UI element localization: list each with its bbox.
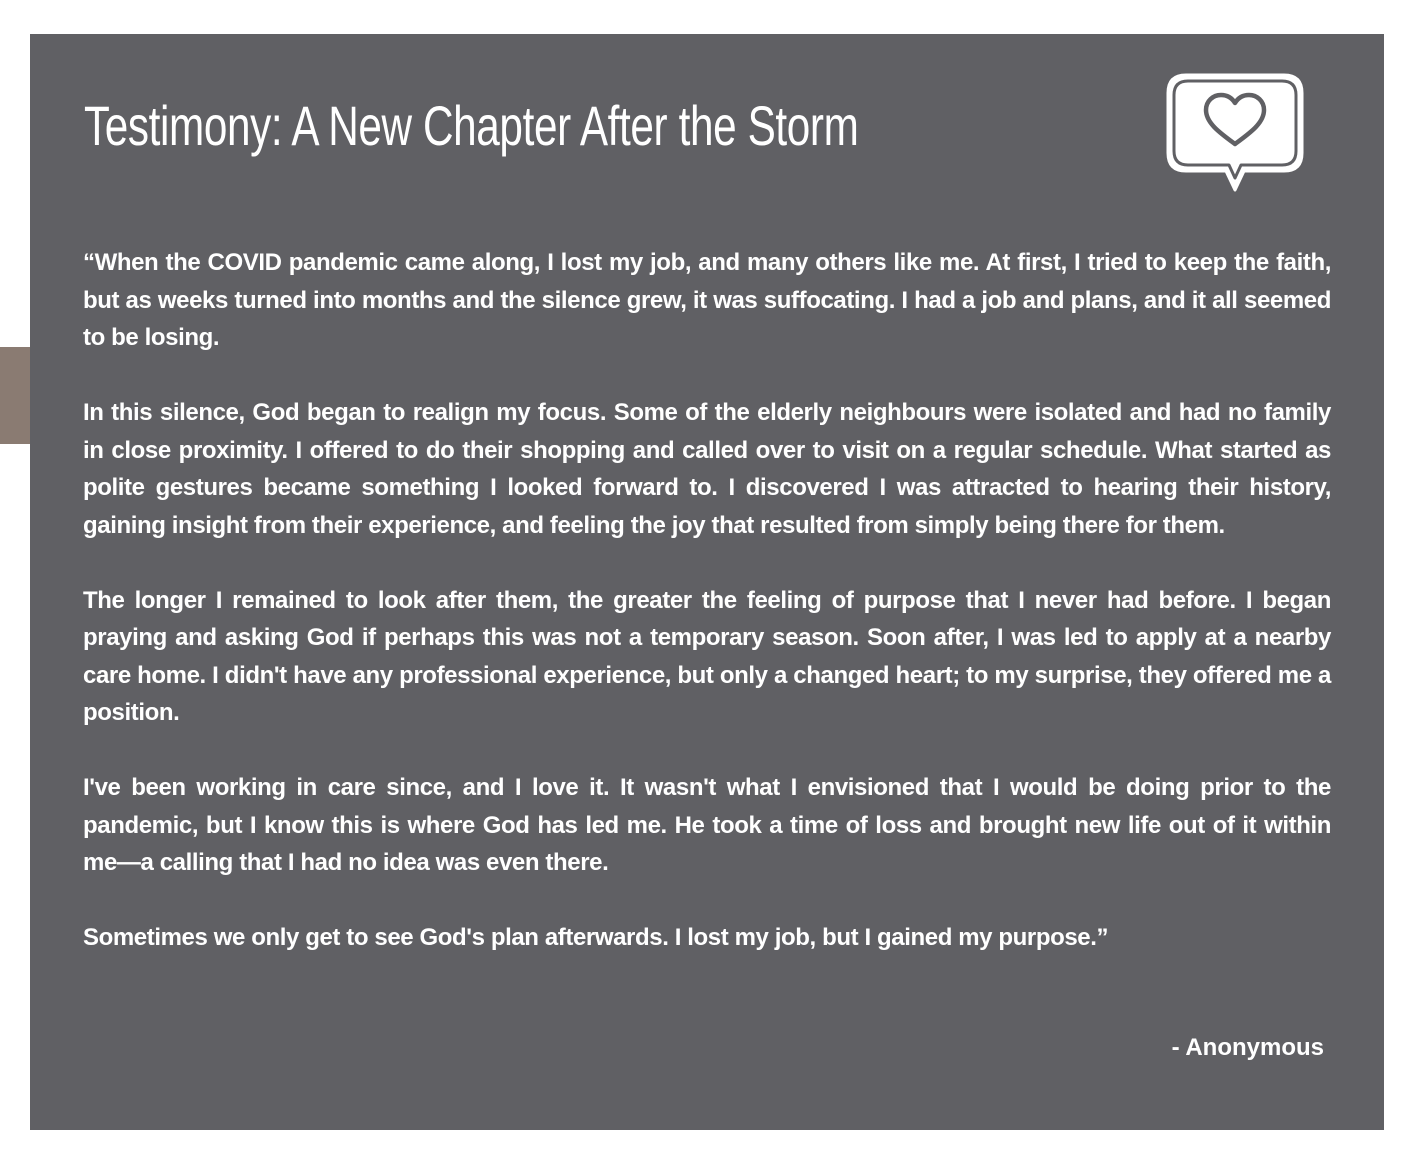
testimony-paragraph: Sometimes we only get to see God's plan afterwards. I lost my job, but I gained my purpose.”: [83, 924, 1109, 951]
signature: - Anonymous: [1171, 1034, 1324, 1061]
page-title: Testimony: A New Chapter After the Storm: [84, 94, 859, 157]
testimony-paragraph: “When the COVID pandemic came along, I lost my job, and many others like me. At first, I tried to keep the faith, but as weeks turned into months and the silence grew, it was suffocating. I had a job and plans, and it all seemed to be losing.: [83, 249, 1331, 351]
testimony-card: [30, 34, 1384, 1130]
accent-tab: [0, 347, 31, 444]
testimony-paragraph: In this silence, God began to realign my focus. Some of the elderly neighbours were isolated and had no family in close proximity. I offered to do their shopping and called over to visit on a regular schedule. What started as polite gestures became something I looked forward to. I discovered I was attracted to hearing their history, gaining insight from their experience, and feeling the joy that resulted from simply being there for them.: [83, 399, 1331, 539]
testimony-body: [83, 244, 1331, 994]
testimony-paragraph: I've been working in care since, and I love it. It wasn't what I envisioned that I would be doing prior to the pandemic, but I know this is where God has led me. He took a time of loss and brought new life out of it within me—a calling that I had no idea was even there.: [83, 774, 1331, 876]
heart-speech-bubble-icon: [1164, 72, 1306, 196]
testimony-paragraph: The longer I remained to look after them, the greater the feeling of purpose that I never had before. I began praying and asking God if perhaps this was not a temporary season. Soon after, I was led to apply at a nearby care home. I didn't have any professional experience, but only a changed heart; to my surprise, they offered me a position.: [83, 586, 1331, 726]
